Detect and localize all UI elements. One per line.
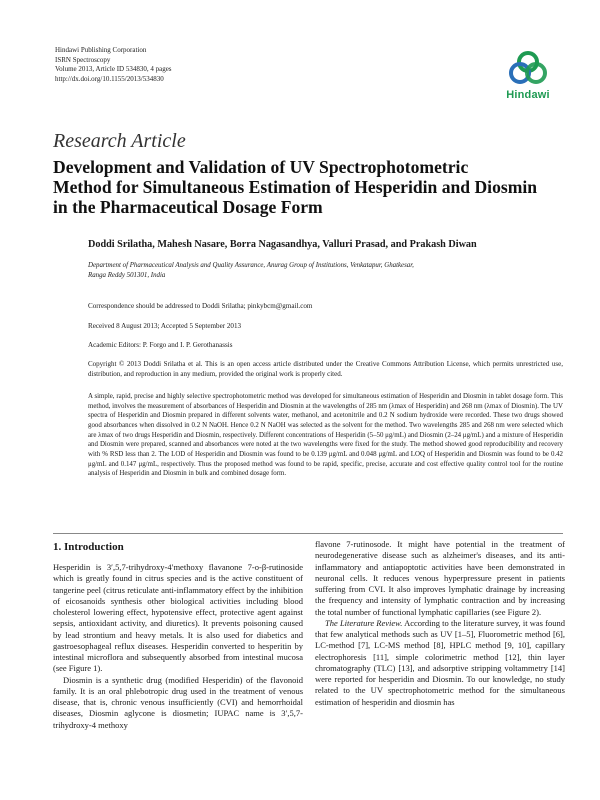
abstract-text: A simple, rapid, precise and highly selective spectrophotometric method was developed for simultaneous estimation of Hesperidin and Diosmin in tablet dosage form. This method, involves the measurement of absorbances of Hesperidin and Diosmin at the wavelengths of 285 nm (λmax of Hesperidin) and 268 nm (λmax of Diosmin). The UV spectra of Hesperidin and Diosmin prepared in different solvents water, methanol, and acetonitrile and 0.2 N sodium hydroxide were recorded. These two drugs showed good absorbances when dissolved in 0.2 N NaOH. Hence 0.2 N NaOH was selected as the solvent for the method. Two wavelengths 285 and 268 nm were selected which are λmax of two drugs Hesperidin and Diosmin, respectively. Different concentrations of Hesperidin (5–50 μg/mL) and Diosmin (2–24 μg/mL) and a mixture of Hesperidin and Diosmin were prepared, scanned and absorbances were noted at the two wavelengths were fixed for the study. The method showed good reproducibility and recovery with % RSD less than 2. The LOD of Hesperidin and Diosmin was found to be 0.139 μg/mL and 0.048 μg/mL and LOQ of Hesperidin and Diosmin was found to be 0.42 μg/mL and 0.147 μg/mL, respectively. Thus the proposed method was found to be rapid, specific, precise, accurate and cost effective quality control tool for the routine analysis of Hesperidin and Diosmin in bulk and combined dosage form. bbox=[88, 393, 563, 478]
paragraph: Hesperidin is 3′,5,7-trihydroxy-4′methoxy flavanone 7-o-β-rutinoside which is greatly found in citrus species and is the active constituent of tangerine peel (citrus reticulate anti-inflammatory effect by the inhibition of eicosanoids synthesis other biological activities including blood cholesterol lowering effect, hypotensive effect, protective agent against sepsis, antioxidant activity, and diuretics). It prevents poisoning caused by lead strontium and heavy metals. It is also used for diabetics and gastroesophageal reflux diseases. Hesperidin converted to hesperitin by intestinal microflora and subsequently absorbed from intestinal mucosa (see Figure 1). bbox=[53, 562, 303, 674]
title-line: in the Pharmaceutical Dosage Form bbox=[53, 197, 323, 217]
affiliation-line: Department of Pharmaceutical Analysis and Quality Assurance, Anurag Group of Institutions, Venkatapur, Ghatkesar, bbox=[88, 262, 414, 269]
body-column-right bbox=[315, 539, 565, 708]
volume-info: Volume 2013, Article ID 534830, 4 pages bbox=[55, 65, 172, 73]
journal-name: ISRN Spectroscopy bbox=[55, 55, 111, 64]
article-type: Research Article bbox=[53, 130, 186, 152]
paragraph: flavone 7-rutinosode. It might have potential in the treatment of neurodegenerative disease such as alzheimer's diseases, and its anti-inflammatory and antiapoptotic activities have been demonstrated in neuronal cells. It reduces venous hyperpressure present in patients suffering from CVI. It also improves lymphatic drainage by increasing the frequency and intensity of lymphatic contraction and by increasing the total number of functional lymphatic capillaries (see Figure 2). bbox=[315, 539, 565, 617]
publication-info bbox=[55, 46, 172, 84]
hindawi-logo-text: Hindawi bbox=[506, 89, 550, 101]
doi-link[interactable]: http://dx.doi.org/10.1155/2013/534830 bbox=[55, 74, 164, 83]
publisher-name: Hindawi Publishing Corporation bbox=[55, 46, 147, 54]
runin-heading: The Literature Review. bbox=[325, 617, 403, 628]
affiliation bbox=[88, 261, 568, 281]
paragraph bbox=[315, 618, 565, 708]
title-line: Method for Simultaneous Estimation of Hesperidin and Diosmin bbox=[53, 177, 538, 197]
received-dates: Received 8 August 2013; Accepted 5 September 2013 bbox=[88, 322, 242, 330]
abstract bbox=[88, 392, 563, 479]
article-title bbox=[53, 157, 563, 217]
paragraph: Diosmin is a synthetic drug (modified Hesperidin) of the flavonoid family. It is an oral phlebotropic drug used in the treatment of venous disease, that is, chronic venous insufficiently (CVI) and hemorrhoidal diseases, Diosmin aglycone is diosmetin; IUPAC name is 3′,5,7-trihydroxy-4 methoxy bbox=[53, 674, 303, 730]
section-divider bbox=[53, 533, 563, 534]
title-line: Development and Validation of UV Spectrophotometric bbox=[53, 157, 469, 177]
affiliation-line: Ranga Reddy 501301, India bbox=[88, 272, 166, 279]
paragraph-text: According to the literature survey, it was found that few analytical methods such as UV [1–5], Fluorometric method [6], LC-method [7], LC-MS method [8], HPLC method [9, 10], capillary electrophoresis [11], simple colorimetric method [12], thin layer chromatography (TLC) [13], and adsorptive stripping voltammetry [14] were reported for hesperidin and Diosmin. To our knowledge, no study related to the UV spectrophotometric method for the simultaneous estimation of hesperidin and diosmin has bbox=[315, 617, 565, 707]
correspondence: Correspondence should be addressed to Doddi Srilatha; pinkybcm@gmail.com bbox=[88, 302, 313, 310]
copyright-notice: Copyright © 2013 Doddi Srilatha et al. This is an open access article distributed under the Creative Commons Attribution License, which permits unrestricted use, distribution, and reproduction in any medium, provided the original work is properly cited. bbox=[88, 360, 563, 378]
academic-editors: Academic Editors: P. Forgo and I. P. Gerothanassis bbox=[88, 341, 233, 349]
section-heading: 1. Introduction bbox=[53, 541, 124, 553]
authors: Doddi Srilatha, Mahesh Nasare, Borra Nagasandhya, Valluri Prasad, and Prakash Diwan bbox=[88, 239, 477, 250]
body-column-left bbox=[53, 562, 303, 731]
